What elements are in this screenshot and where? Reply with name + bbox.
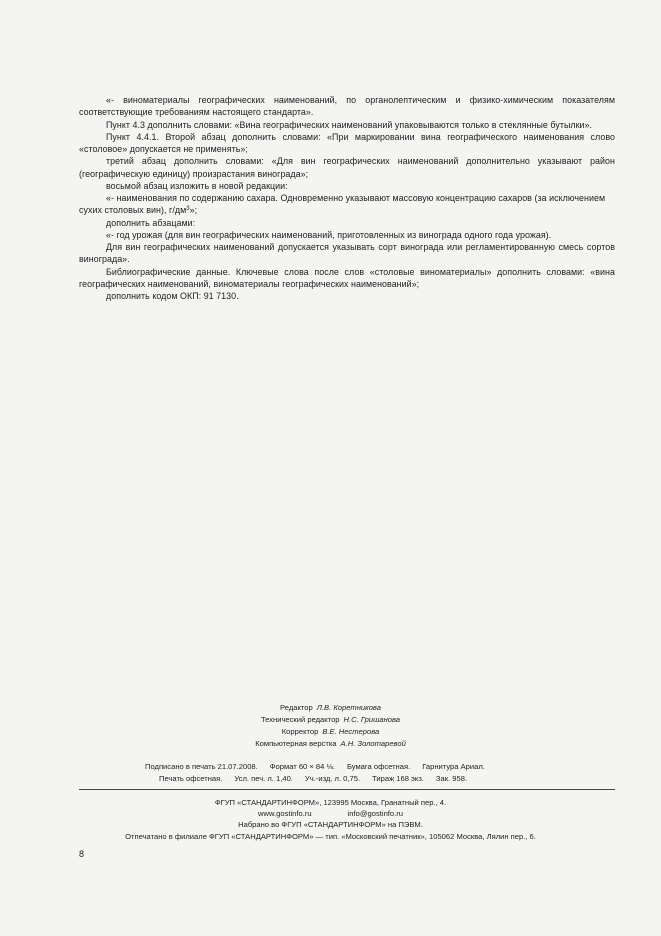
paragraph: «- виноматериалы географических наименований, по органолептическим и физико-химическим показателям соответствующие требованиям настоящего стандарта». — [79, 95, 615, 118]
imprint-line-1 — [145, 761, 497, 773]
email-link[interactable]: info@gostinfo.ru — [347, 809, 404, 819]
paragraph: Библиографические данные. Ключевые слова после слов «столовые виноматериалы» дополнить словами: «вина географических наименований, виноматериалы географических наименований»; — [79, 266, 615, 289]
imprint-item: Зак. 958. — [435, 774, 468, 783]
paragraph: восьмой абзац изложить в новой редакции: — [106, 180, 288, 191]
paragraph: дополнить абзацами: — [106, 217, 196, 228]
credit-layout — [0, 738, 661, 750]
paragraph: третий абзац дополнить словами: «Для вин географических наименований дополнительно указывают район (географическую единицу) произрастания винограда»; — [79, 156, 615, 179]
separator-rule — [79, 789, 615, 790]
credit-editor — [0, 702, 661, 714]
paragraph: «- год урожая (для вин географических наименований, приготовленных из винограда одного года урожая). — [106, 229, 552, 240]
credit-proofreader — [0, 726, 661, 738]
printed-note: Отпечатано в филиале ФГУП «СТАНДАРТИНФОРМ» — тип. «Московский печатник», 105062 Москва, Лялин пер., 6. — [125, 831, 536, 841]
paragraph: Пункт 4.4.1. Второй абзац дополнить словами: «При маркировании вина географического наименования слово «столовое» допускается не применять»; — [79, 131, 615, 154]
paragraph: Пункт 4.3 дополнить словами: «Вина географических наименований упаковываются только в стеклянные бутылки». — [106, 119, 593, 130]
imprint-item: Подписано в печать 21.07.2008. — [145, 762, 258, 771]
paragraph-suffix: »; — [189, 205, 198, 216]
imprint-item: Формат 60 × 84 ⅛. — [269, 762, 335, 771]
credit-role: Компьютерная верстка — [255, 739, 337, 748]
publisher-contacts — [0, 808, 661, 819]
paragraph: дополнить кодом ОКП: 91 7130. — [106, 291, 239, 301]
publisher-info — [0, 797, 661, 842]
imprint-item: Гарнитура Ариал. — [422, 762, 485, 771]
paragraph-text: «- наименования по содержанию сахара. Одновременно указывают массовую концентрацию сахаров (за исключением сухих столовых вин), г/дм — [79, 193, 606, 216]
credit-name: Л.В. Коретникова — [316, 703, 381, 712]
credit-name: А.Н. Золотаревой — [340, 739, 406, 748]
amendment-text — [79, 94, 615, 302]
publisher-address: ФГУП «СТАНДАРТИНФОРМ», 123995 Москва, Гранатный пер., 4. — [214, 798, 447, 807]
page-number: 8 — [79, 849, 85, 859]
credit-role: Технический редактор — [260, 715, 340, 724]
imprint-item: Печать офсетная. — [159, 774, 223, 783]
paragraph-sugar — [79, 192, 615, 217]
superscript: 3 — [186, 206, 190, 213]
imprint-line-2 — [159, 773, 479, 785]
website-link[interactable]: www.gostinfo.ru — [257, 809, 312, 819]
credit-name: В.Е. Нестерова — [322, 727, 380, 736]
credit-role: Корректор — [281, 727, 319, 736]
typeset-note: Набрано во ФГУП «СТАНДАРТИНФОРМ» на ПЭВМ. — [238, 820, 423, 830]
imprint-item: Уч.-изд. л. 0,75. — [304, 774, 361, 783]
credit-tech-editor — [0, 714, 661, 726]
imprint-item: Бумага офсетная. — [346, 762, 411, 771]
credit-name: Н.С. Гришанова — [343, 715, 401, 724]
paragraph: Для вин географических наименований допускается указывать сорт винограда или регламентированную смесь сортов винограда». — [79, 242, 615, 265]
imprint-item: Тираж 168 экз. — [372, 774, 424, 783]
imprint-item: Усл. печ. л. 1,40. — [234, 774, 293, 783]
credit-role: Редактор — [280, 703, 313, 712]
